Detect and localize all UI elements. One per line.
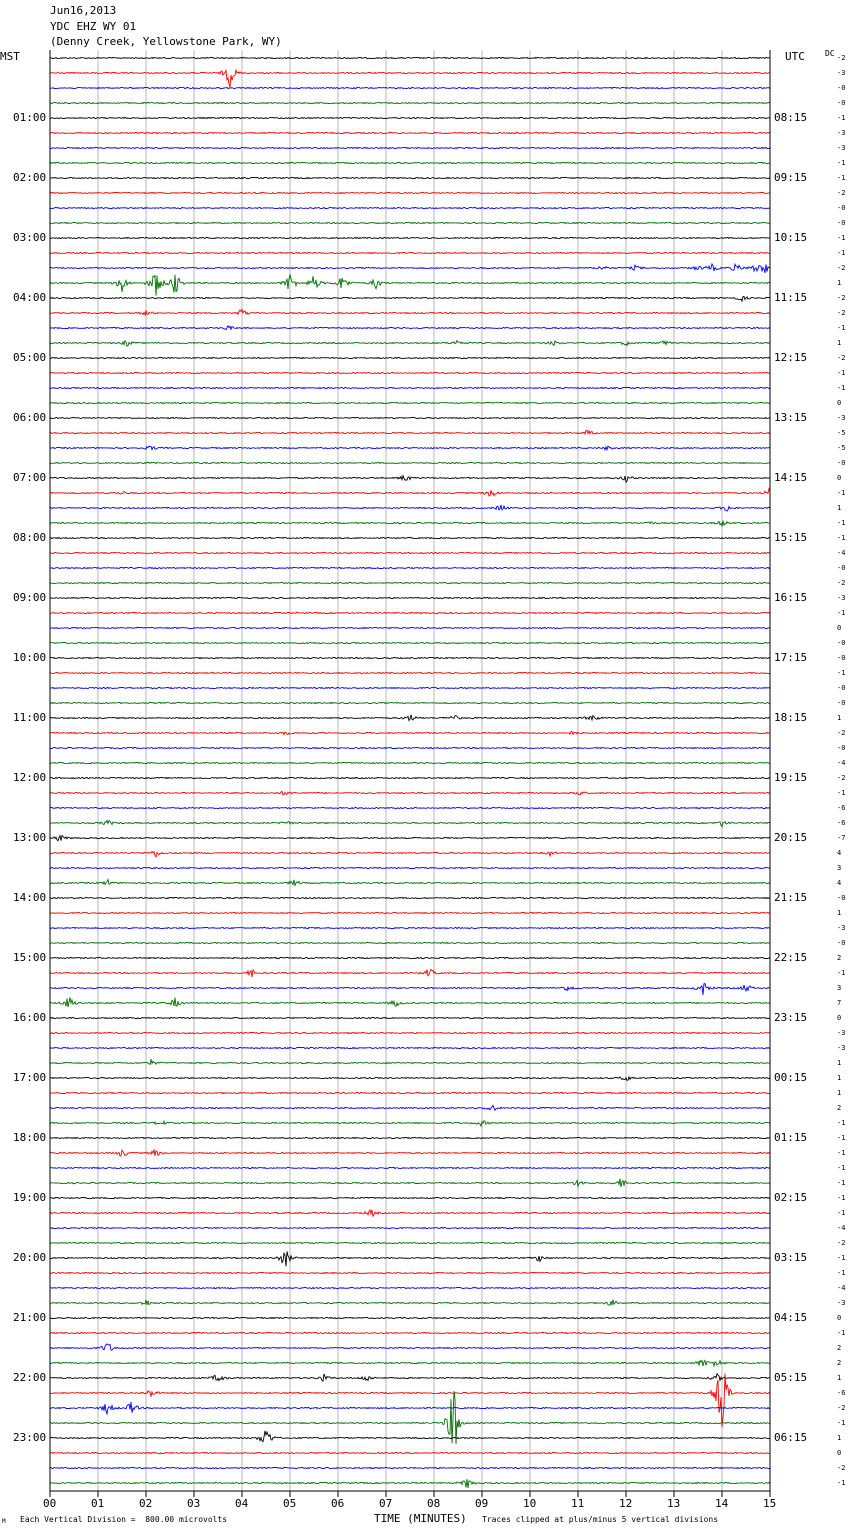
x-tick-label: 08 — [427, 1497, 441, 1510]
trace-line — [50, 357, 770, 358]
dc-offset-label: -2 — [837, 189, 846, 197]
trace-line — [50, 162, 770, 163]
trace-line — [50, 102, 770, 103]
trace-line — [50, 177, 770, 178]
utc-hour-label: 16:15 — [774, 591, 808, 604]
trace-line — [50, 476, 770, 483]
mst-hour-label: 08:00 — [13, 531, 47, 544]
dc-offset-label: -0 — [837, 684, 846, 692]
utc-hour-label: 23:15 — [774, 1011, 808, 1024]
trace-line — [50, 867, 770, 868]
dc-offset-label: -3 — [837, 1029, 846, 1037]
trace-line — [50, 957, 770, 958]
trace-line — [50, 927, 770, 928]
trace-line — [50, 912, 770, 913]
trace-line — [50, 1391, 770, 1444]
x-tick-label: 12 — [619, 1497, 633, 1510]
trace-line — [50, 627, 770, 628]
trace-line — [50, 582, 770, 583]
trace-line — [50, 1105, 770, 1110]
dc-offset-label: -2 — [837, 354, 846, 362]
dc-offset-label: 0 — [837, 624, 842, 632]
dc-offset-label: 1 — [837, 909, 842, 917]
dc-offset-label: -1 — [837, 249, 846, 257]
trace-line — [50, 1047, 770, 1048]
trace-line — [50, 1467, 770, 1468]
trace-line — [50, 984, 770, 995]
dc-offset-label: -2 — [837, 774, 846, 782]
trace-line — [50, 672, 770, 673]
trace-line — [50, 997, 770, 1007]
dc-offset-label: -1 — [837, 234, 846, 242]
dc-column-label: DC — [825, 49, 835, 58]
trace-line — [50, 687, 770, 688]
dc-offset-label: 2 — [837, 1359, 842, 1367]
x-tick-label: 06 — [331, 1497, 345, 1510]
mst-hour-label: 12:00 — [13, 771, 47, 784]
dc-offset-label: -3 — [837, 924, 846, 932]
mst-hour-label: 06:00 — [13, 411, 47, 424]
mst-hour-label: 19:00 — [13, 1191, 47, 1204]
trace-line — [50, 715, 770, 721]
dc-offset-label: -1 — [837, 1269, 846, 1277]
mst-hour-label: 18:00 — [13, 1131, 47, 1144]
dc-offset-label: 1 — [837, 1434, 842, 1442]
dc-offset-label: -0 — [837, 84, 846, 92]
mst-hour-label: 17:00 — [13, 1071, 47, 1084]
dc-offset-label: 3 — [837, 864, 842, 872]
mst-hour-label: 11:00 — [13, 711, 47, 724]
dc-offset-label: -1 — [837, 1134, 846, 1142]
trace-line — [50, 462, 770, 463]
trace-line — [50, 1059, 770, 1064]
dc-offset-label: -1 — [837, 1164, 846, 1172]
trace-line — [50, 489, 770, 496]
trace-line — [50, 1017, 770, 1018]
utc-hour-label: 01:15 — [774, 1131, 808, 1144]
dc-offset-label: -1 — [837, 174, 846, 182]
dc-offset-label: -1 — [837, 1479, 846, 1487]
trace-line — [50, 1452, 770, 1453]
trace-line — [50, 310, 770, 315]
x-tick-label: 11 — [571, 1497, 585, 1510]
trace-line — [50, 147, 770, 148]
header-station: YDC EHZ WY 01 — [50, 20, 137, 33]
utc-hour-label: 20:15 — [774, 831, 808, 844]
x-tick-label: 05 — [283, 1497, 297, 1510]
dc-offset-label: -0 — [837, 564, 846, 572]
trace-line — [50, 1150, 770, 1156]
dc-offset-label: 1 — [837, 504, 842, 512]
utc-axis-label: UTC — [785, 50, 805, 63]
dc-offset-label: -1 — [837, 1254, 846, 1262]
trace-line — [50, 296, 770, 301]
utc-hour-label: 11:15 — [774, 291, 808, 304]
x-tick-label: 10 — [523, 1497, 537, 1510]
dc-offset-label: -0 — [837, 744, 846, 752]
seismic-traces — [50, 57, 770, 1488]
utc-hour-label: 08:15 — [774, 111, 808, 124]
mst-axis-label: MST — [0, 50, 20, 63]
trace-line — [50, 897, 770, 898]
trace-line — [50, 791, 770, 795]
utc-hour-label: 21:15 — [774, 891, 808, 904]
trace-line — [50, 612, 770, 613]
dc-offset-label: -1 — [837, 519, 846, 527]
dc-offset-label: 1 — [837, 339, 842, 347]
dc-offset-label: -1 — [837, 789, 846, 797]
x-tick-label: 13 — [667, 1497, 681, 1510]
utc-hour-label: 05:15 — [774, 1371, 808, 1384]
trace-line — [50, 1402, 770, 1414]
trace-line — [50, 1344, 770, 1350]
dc-offset-label: -2 — [837, 264, 846, 272]
trace-line — [50, 1272, 770, 1273]
dc-offset-label: -2 — [837, 1404, 846, 1412]
x-tick-label: 00 — [43, 1497, 57, 1510]
trace-line — [50, 87, 770, 88]
dc-offset-label: -0 — [837, 894, 846, 902]
dc-offset-label: 1 — [837, 1089, 842, 1097]
dc-offset-label: 3 — [837, 984, 842, 992]
dc-offset-label: -2 — [837, 579, 846, 587]
trace-line — [50, 417, 770, 418]
trace-line — [50, 222, 770, 223]
scale-note: Each Vertical Division = 800.00 microvolts — [20, 1515, 228, 1524]
dc-offset-label: -0 — [837, 459, 846, 467]
dc-offset-label: -0 — [837, 204, 846, 212]
x-tick-label: 02 — [139, 1497, 153, 1510]
dc-offset-label: -4 — [837, 759, 846, 767]
trace-line — [50, 552, 770, 553]
dc-offset-label: -6 — [837, 804, 846, 812]
dc-offset-label: -6 — [837, 1389, 846, 1397]
dc-offset-label: 0 — [837, 474, 842, 482]
dc-offset-label: -0 — [837, 99, 846, 107]
dc-offset-label: 2 — [837, 954, 842, 962]
utc-hour-label: 22:15 — [774, 951, 808, 964]
utc-hour-label: 04:15 — [774, 1311, 808, 1324]
trace-line — [50, 1431, 770, 1442]
trace-line — [50, 341, 770, 347]
x-tick-label: 14 — [715, 1497, 729, 1510]
trace-line — [50, 57, 770, 58]
mst-hour-label: 20:00 — [13, 1251, 47, 1264]
trace-line — [50, 1167, 770, 1168]
trace-line — [50, 807, 770, 808]
x-tick-label: 04 — [235, 1497, 249, 1510]
mst-hour-label: 10:00 — [13, 651, 47, 664]
dc-offset-label: -3 — [837, 144, 846, 152]
trace-line — [50, 942, 770, 943]
corner-mark: M — [2, 1518, 6, 1525]
trace-line — [50, 1317, 770, 1318]
dc-offset-label: -1 — [837, 369, 846, 377]
trace-line — [50, 1251, 770, 1266]
trace-line — [50, 852, 770, 857]
trace-line — [50, 1092, 770, 1093]
trace-line — [50, 777, 770, 778]
x-tick-label: 03 — [187, 1497, 201, 1510]
dc-offset-label: 1 — [837, 1374, 842, 1382]
dc-offset-label: 2 — [837, 1344, 842, 1352]
trace-line — [50, 192, 770, 193]
trace-line — [50, 1360, 770, 1366]
trace-line — [50, 1197, 770, 1198]
utc-hour-label: 09:15 — [774, 171, 808, 184]
trace-line — [50, 1077, 770, 1081]
trace-line — [50, 264, 770, 273]
trace-line — [50, 326, 770, 330]
trace-line — [50, 372, 770, 373]
dc-offset-label: -1 — [837, 1194, 846, 1202]
x-tick-label: 07 — [379, 1497, 393, 1510]
trace-line — [50, 821, 770, 827]
utc-hour-label: 12:15 — [774, 351, 808, 364]
dc-offset-label: -3 — [837, 414, 846, 422]
dc-offset-label: -2 — [837, 729, 846, 737]
dc-offset-label: 2 — [837, 1104, 842, 1112]
dc-offset-label: -4 — [837, 1224, 846, 1232]
dc-offset-label: 0 — [837, 1014, 842, 1022]
dc-offset-label: 4 — [837, 879, 842, 887]
trace-line — [50, 1300, 770, 1306]
mst-hour-label: 16:00 — [13, 1011, 47, 1024]
mst-hour-label: 22:00 — [13, 1371, 47, 1384]
trace-line — [50, 702, 770, 703]
clip-note: Traces clipped at plus/minus 5 vertical divisions — [482, 1515, 719, 1524]
mst-hour-label: 05:00 — [13, 351, 47, 364]
x-tick-label: 15 — [763, 1497, 777, 1510]
trace-line — [50, 1332, 770, 1333]
mst-hour-label: 13:00 — [13, 831, 47, 844]
x-tick-label: 09 — [475, 1497, 489, 1510]
dc-offset-label: -7 — [837, 834, 846, 842]
x-tick-label: 01 — [91, 1497, 105, 1510]
dc-offset-label: -1 — [837, 159, 846, 167]
dc-offset-label: -6 — [837, 819, 846, 827]
trace-line — [50, 387, 770, 388]
trace-line — [50, 505, 770, 511]
mst-hour-label: 15:00 — [13, 951, 47, 964]
mst-hour-label: 14:00 — [13, 891, 47, 904]
dc-offset-label: -1 — [837, 1329, 846, 1337]
trace-line — [50, 642, 770, 643]
dc-offset-label: -1 — [837, 489, 846, 497]
dc-offset-label: -1 — [837, 1209, 846, 1217]
trace-line — [50, 880, 770, 886]
dc-offset-label: -1 — [837, 1119, 846, 1127]
trace-line — [50, 207, 770, 208]
dc-offset-label: 0 — [837, 399, 842, 407]
utc-hour-label: 06:15 — [774, 1431, 808, 1444]
utc-hour-label: 03:15 — [774, 1251, 808, 1264]
dc-offset-label: -5 — [837, 444, 846, 452]
dc-offset-label: -1 — [837, 1179, 846, 1187]
dc-offset-label: -2 — [837, 309, 846, 317]
dc-offset-label: -5 — [837, 429, 846, 437]
dc-offset-label: -1 — [837, 324, 846, 332]
dc-offset-label: 1 — [837, 279, 842, 287]
utc-hour-label: 02:15 — [774, 1191, 808, 1204]
trace-line — [50, 747, 770, 748]
header-location: (Denny Creek, Yellowstone Park, WY) — [50, 35, 282, 48]
trace-line — [50, 732, 770, 735]
minute-gridlines — [50, 50, 770, 1491]
trace-line — [50, 252, 770, 253]
header-date: Jun16,2013 — [50, 4, 117, 17]
dc-offset-label: -2 — [837, 1464, 846, 1472]
dc-offset-label: -3 — [837, 1299, 846, 1307]
dc-offset-label: -1 — [837, 384, 846, 392]
mst-hour-label: 09:00 — [13, 591, 47, 604]
trace-line — [50, 969, 770, 977]
trace-line — [50, 446, 770, 450]
trace-line — [50, 1287, 770, 1288]
mst-hour-label: 23:00 — [13, 1431, 47, 1444]
dc-offset-label: -1 — [837, 669, 846, 677]
mst-hour-label: 03:00 — [13, 231, 47, 244]
dc-offset-label: -0 — [837, 639, 846, 647]
dc-offset-label: -1 — [837, 114, 846, 122]
trace-line — [50, 1210, 770, 1216]
dc-offset-label: 7 — [837, 999, 842, 1007]
mst-hour-label: 04:00 — [13, 291, 47, 304]
trace-line — [50, 237, 770, 238]
trace-line — [50, 567, 770, 568]
utc-hour-label: 19:15 — [774, 771, 808, 784]
dc-offset-label: -3 — [837, 129, 846, 137]
trace-line — [50, 1374, 770, 1381]
utc-hour-label: 00:15 — [774, 1071, 808, 1084]
trace-line — [50, 1374, 770, 1428]
utc-hour-label: 17:15 — [774, 651, 808, 664]
trace-line — [50, 1032, 770, 1033]
mst-hour-label: 21:00 — [13, 1311, 47, 1324]
trace-line — [50, 1137, 770, 1138]
utc-hour-label: 13:15 — [774, 411, 808, 424]
dc-offset-label: -1 — [837, 1149, 846, 1157]
trace-line — [50, 274, 770, 295]
dc-offset-label: -0 — [837, 219, 846, 227]
trace-line — [50, 430, 770, 434]
dc-offset-label: -1 — [837, 609, 846, 617]
dc-offset-label: 0 — [837, 1314, 842, 1322]
dc-offset-label: -4 — [837, 1284, 846, 1292]
trace-line — [50, 1242, 770, 1243]
trace-line — [50, 1479, 770, 1488]
dc-offset-label: -2 — [837, 294, 846, 302]
utc-hour-label: 10:15 — [774, 231, 808, 244]
trace-line — [50, 117, 770, 118]
dc-offset-label: -0 — [837, 939, 846, 947]
mst-hour-label: 02:00 — [13, 171, 47, 184]
trace-line — [50, 1227, 770, 1228]
trace-line — [50, 1121, 770, 1126]
trace-line — [50, 402, 770, 403]
x-axis-label: TIME (MINUTES) — [374, 1512, 467, 1525]
dc-offset-label: -3 — [837, 69, 846, 77]
dc-offset-label: -1 — [837, 534, 846, 542]
dc-offset-label: -2 — [837, 1239, 846, 1247]
trace-line — [50, 521, 770, 527]
dc-offset-label: -0 — [837, 699, 846, 707]
utc-hour-label: 14:15 — [774, 471, 808, 484]
dc-offset-label: 0 — [837, 1449, 842, 1457]
utc-hour-label: 15:15 — [774, 531, 808, 544]
dc-offset-label: -3 — [837, 594, 846, 602]
trace-line — [50, 1179, 770, 1187]
trace-line — [50, 836, 770, 841]
mst-hour-label: 01:00 — [13, 111, 47, 124]
trace-line — [50, 762, 770, 763]
dc-offset-label: -1 — [837, 1419, 846, 1427]
dc-offset-label: -2 — [837, 54, 846, 62]
utc-hour-label: 18:15 — [774, 711, 808, 724]
dc-offset-label: 1 — [837, 1074, 842, 1082]
trace-line — [50, 537, 770, 538]
plot-frame — [50, 50, 770, 1497]
dc-offset-label: -0 — [837, 654, 846, 662]
trace-line — [50, 132, 770, 133]
trace-line — [50, 70, 770, 87]
dc-offset-label: 1 — [837, 1059, 842, 1067]
dc-offset-label: -4 — [837, 549, 846, 557]
mst-hour-label: 07:00 — [13, 471, 47, 484]
dc-offset-label: -3 — [837, 1044, 846, 1052]
dc-offset-label: 4 — [837, 849, 842, 857]
trace-line — [50, 597, 770, 598]
dc-offset-label: 1 — [837, 714, 842, 722]
dc-offset-label: -1 — [837, 969, 846, 977]
trace-line — [50, 657, 770, 658]
